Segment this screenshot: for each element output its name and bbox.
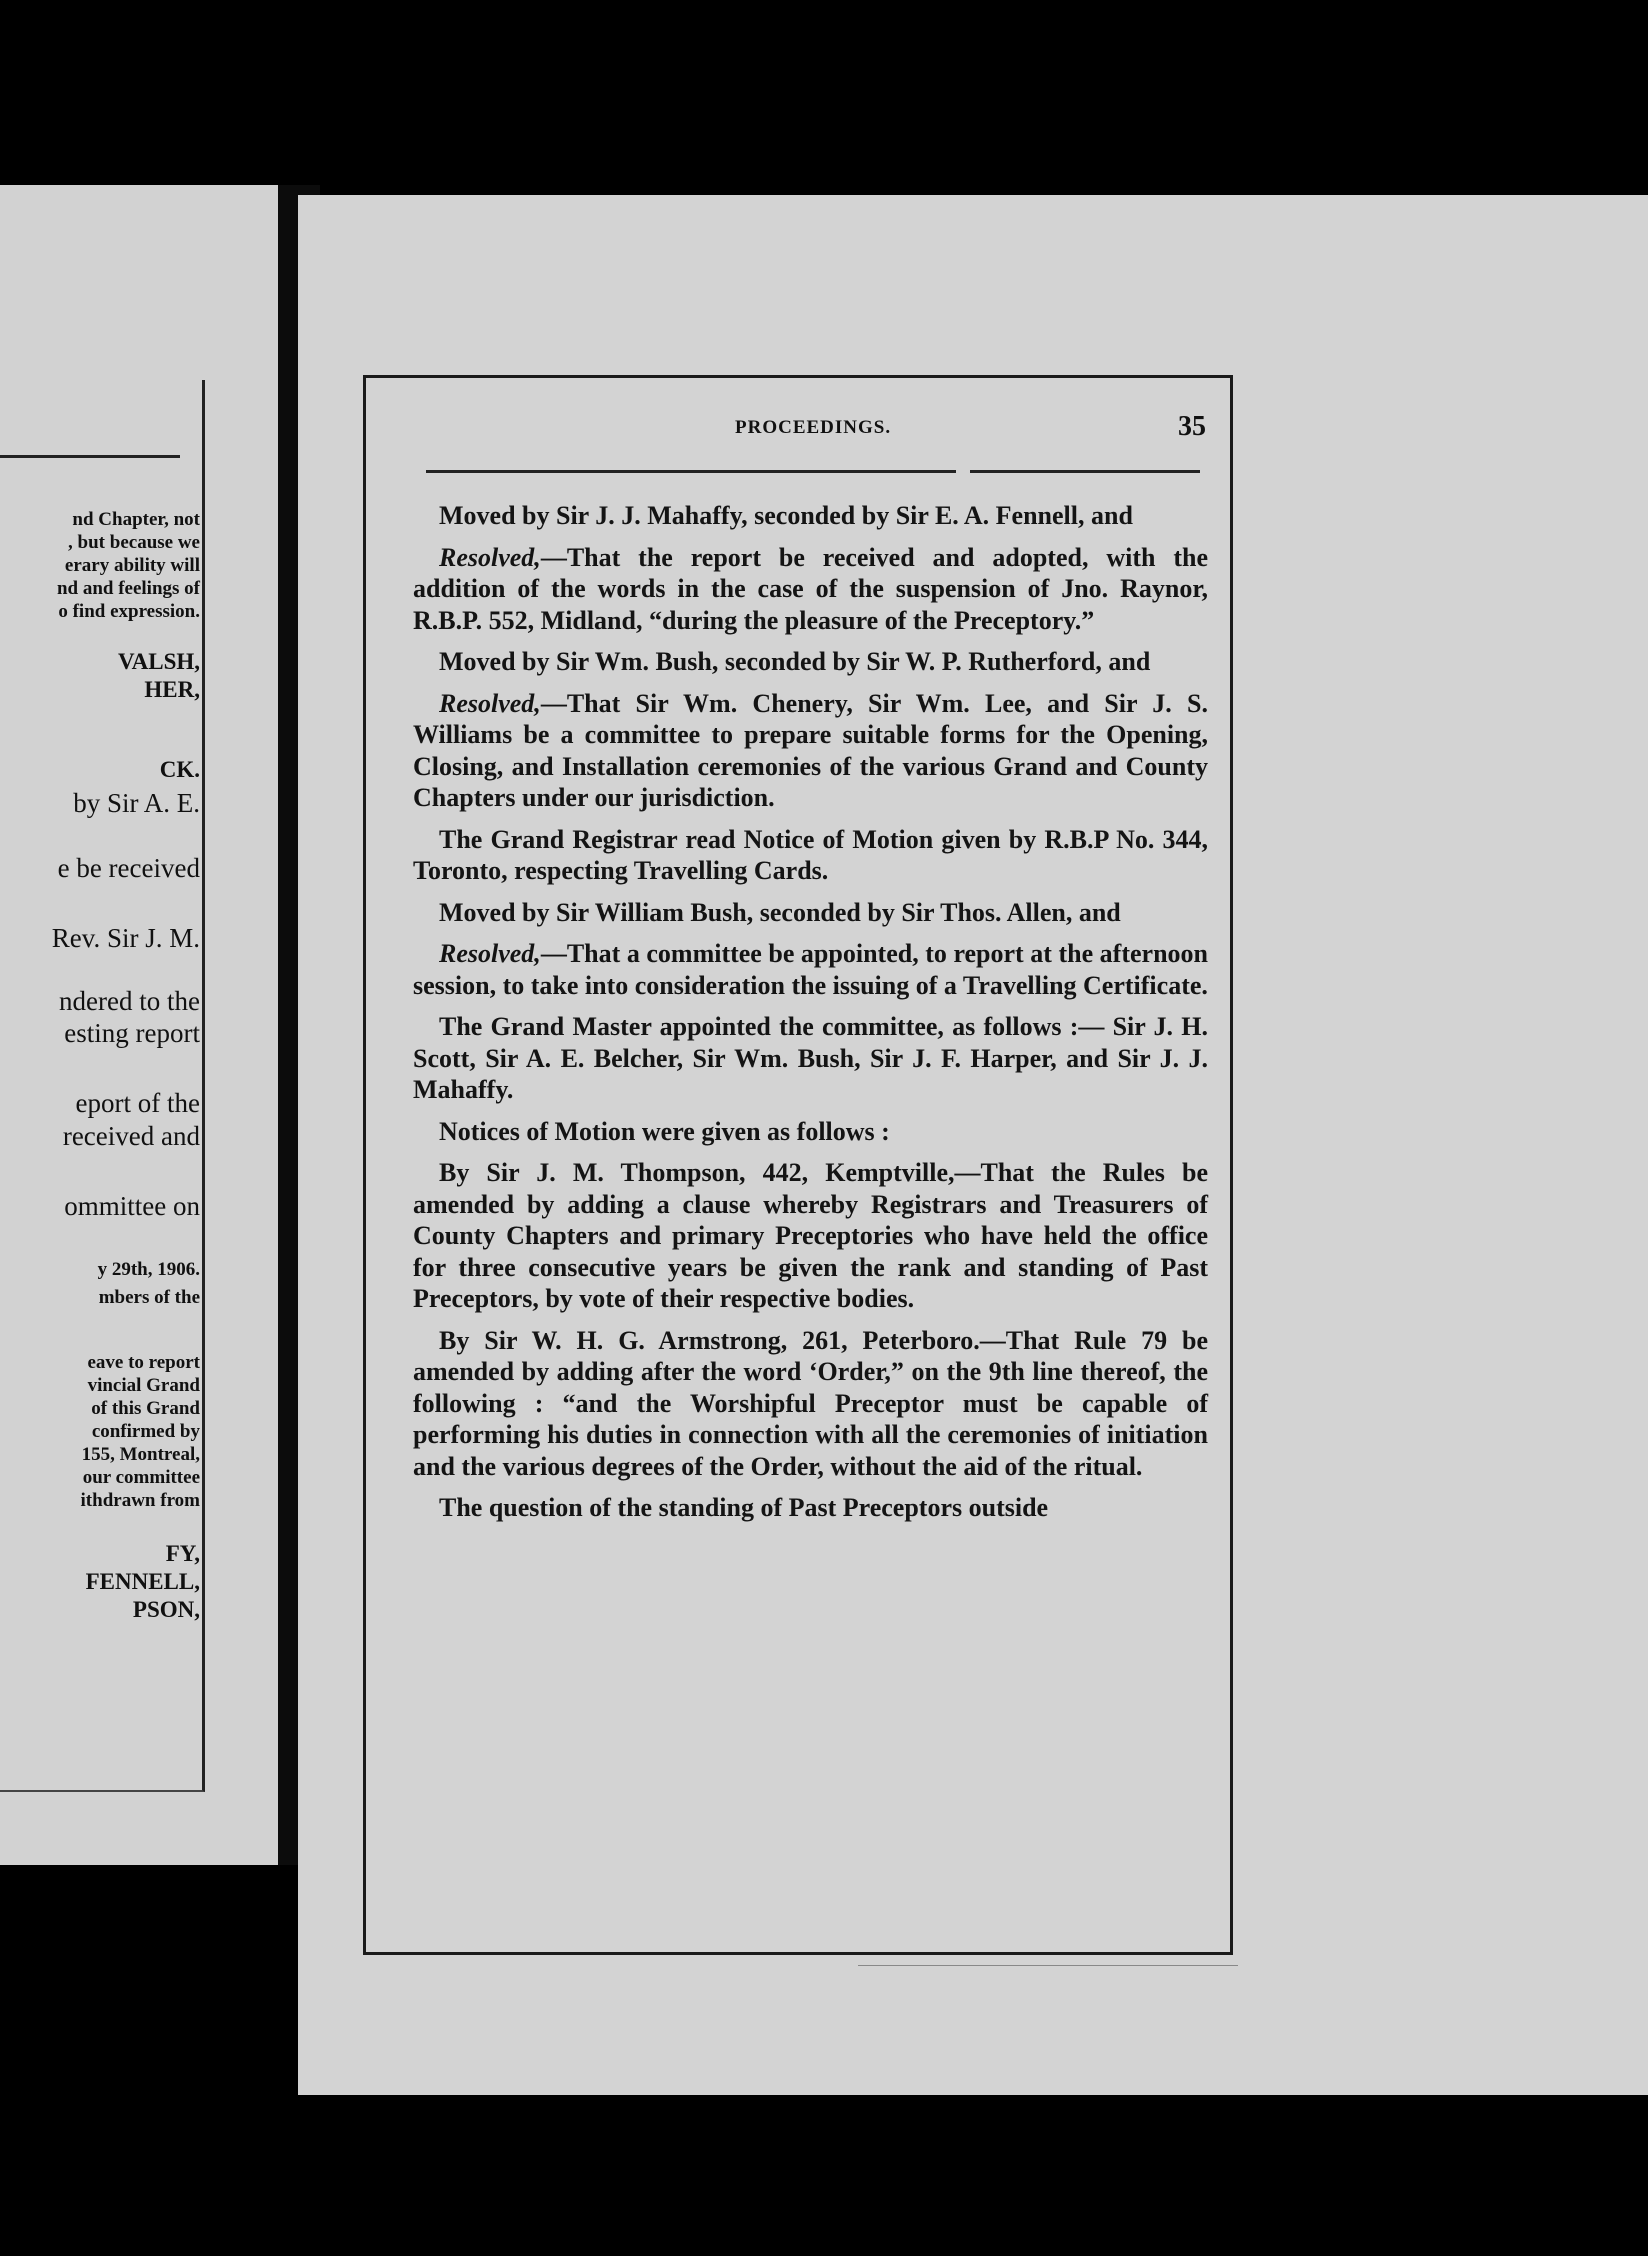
left-line: FY, bbox=[165, 1541, 200, 1566]
paragraph: By Sir W. H. G. Armstrong, 261, Peterboro.—That Rule 79 be amended by adding after the word ‘Order,” on the 9th line thereof, the following : “and the Worshipful Preceptor must be capable of performing his duties in connection with all the ceremonies of initiation and the various degrees of the Order, without the aid of the ritual. bbox=[413, 1325, 1208, 1481]
left-line: HER, bbox=[144, 677, 200, 702]
paragraph: The question of the standing of Past Preceptors outside bbox=[439, 1493, 1049, 1522]
left-line: ommittee on bbox=[64, 1191, 200, 1221]
left-line: confirmed by bbox=[91, 1421, 200, 1442]
paragraph: The Grand Master appointed the committee, as follows :— Sir J. H. Scott, Sir A. E. Belcher, Sir Wm. Bush, Sir J. F. Harper, and Sir J. J. Mahaffy. bbox=[413, 1012, 1208, 1104]
left-line: erary ability will bbox=[64, 555, 200, 576]
left-line: y 29th, 1906. bbox=[97, 1259, 200, 1280]
left-line: FENNELL, bbox=[85, 1569, 200, 1594]
paragraph: The Grand Registrar read Notice of Motion given by R.B.P No. 344, Toronto, respecting Travelling Cards. bbox=[413, 824, 1208, 885]
left-line: esting report bbox=[64, 1018, 200, 1048]
paragraph: Resolved,—That Sir Wm. Chenery, Sir Wm. Lee, and Sir J. S. Williams be a committee to prepare suitable forms for the Opening, Closing, and Installation ceremonies of the various Grand and County Chapters under our jurisdiction. bbox=[413, 688, 1208, 812]
paragraph: Resolved,—That the report be received and adopted, with the addition of the words in the case of the suspension of Jno. Raynor, R.B.P. 552, Midland, “during the pleasure of the Preceptory.” bbox=[413, 542, 1208, 635]
document-page bbox=[298, 195, 1648, 2095]
left-line: eave to report bbox=[87, 1352, 200, 1373]
left-line: nd and feelings of bbox=[56, 578, 200, 599]
left-line: by Sir A. E. bbox=[73, 788, 200, 818]
left-line: VALSH, bbox=[117, 649, 200, 674]
paragraph: Moved by Sir Wm. Bush, seconded by Sir W. P. Rutherford, and bbox=[439, 647, 1151, 676]
left-line: of this Grand bbox=[91, 1398, 200, 1419]
left-line: ithdrawn from bbox=[80, 1490, 200, 1511]
left-line: o find expression. bbox=[58, 601, 200, 622]
header-rule bbox=[970, 470, 1200, 473]
left-line: vincial Grand bbox=[87, 1375, 200, 1396]
paragraph: Moved by Sir J. J. Mahaffy, seconded by Sir E. A. Fennell, and bbox=[439, 501, 1133, 530]
left-line: e be received bbox=[57, 853, 200, 883]
left-line: 155, Montreal, bbox=[81, 1444, 200, 1465]
paragraph: Resolved,—That a committee be appointed, to report at the afternoon session, to take into consideration the issuing of a Travelling Certificate. bbox=[413, 939, 1208, 1000]
left-line: received and bbox=[62, 1121, 200, 1151]
left-line: nd Chapter, not bbox=[72, 509, 200, 530]
left-line: PSON, bbox=[132, 1597, 200, 1622]
left-line: ndered to the bbox=[59, 986, 200, 1016]
left-line: , but because we bbox=[68, 532, 200, 553]
left-page-rule bbox=[0, 455, 180, 458]
paragraph: Moved by Sir William Bush, seconded by Sir Thos. Allen, and bbox=[439, 897, 1121, 927]
running-header: PROCEEDINGS. bbox=[735, 417, 892, 438]
page-number: 35 bbox=[1178, 411, 1206, 442]
header-rule bbox=[426, 470, 956, 473]
left-line: our committee bbox=[82, 1467, 200, 1488]
paragraph: By Sir J. M. Thompson, 442, Kemptville,—That the Rules be amended by adding a clause whereby Registrars and Treasurers of County Chapters and primary Preceptories who have held the office for three consecutive years be given the rank and standing of Past Preceptors, by vote of their respective bodies. bbox=[413, 1158, 1208, 1313]
left-page-fragment bbox=[0, 185, 278, 1865]
body-text bbox=[413, 500, 1208, 1534]
paragraph: Notices of Motion were given as follows : bbox=[439, 1116, 890, 1146]
bottom-rule bbox=[858, 1965, 1238, 1966]
left-line: mbers of the bbox=[98, 1287, 200, 1308]
left-line: Rev. Sir J. M. bbox=[51, 923, 200, 953]
left-line: eport of the bbox=[75, 1088, 200, 1118]
left-line: CK. bbox=[159, 757, 200, 782]
